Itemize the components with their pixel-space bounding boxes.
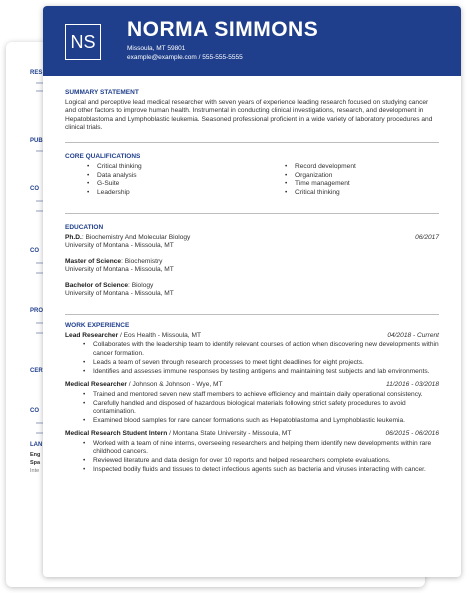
address: Missoula, MT 59801 <box>127 45 186 52</box>
school: University of Montana - Missoula, MT <box>65 242 174 250</box>
school: University of Montana - Missoula, MT <box>65 290 174 298</box>
divider <box>65 142 439 143</box>
job-bullet: • Carefully handled and disposed of hazardous biological materials following strict safety procedures to avoid contamination. <box>93 400 439 416</box>
candidate-name: NORMA SIMMONS <box>127 18 319 41</box>
school: University of Montana - Missoula, MT <box>65 266 174 274</box>
back-section-heading: CO <box>30 248 39 254</box>
qualification-item: • Leadership <box>97 189 241 198</box>
qualification-item: • Critical thinking <box>97 163 241 172</box>
divider <box>65 213 439 214</box>
job-bullet: • Inspected bodily fluids and tissues to detect infectious agents such as bacteria and viruses interacting with cancer. <box>93 466 439 474</box>
job-org: / Johnson & Johnson - Wye, MT <box>126 381 223 389</box>
qualifications-section <box>65 153 439 197</box>
job-bullet: • Collaborates with the leadership team to identify relevant courses of action when discovering new developments within cancer formation. <box>93 341 439 357</box>
back-section-heading: PUB <box>30 138 43 144</box>
qualification-item: • Critical thinking <box>295 189 439 198</box>
monogram-logo: NS <box>65 24 101 60</box>
divider <box>65 314 439 315</box>
job-entry <box>65 381 439 425</box>
education-item <box>65 282 439 299</box>
job-org: / Eos Health - Missoula, MT <box>118 332 201 339</box>
back-language: Inte <box>30 468 40 474</box>
job-bullet: • Reviewed literature and data design for over 10 reports and helped researchers complete evaluations. <box>93 457 439 465</box>
back-section-heading: LAN <box>30 442 43 448</box>
education-item <box>65 234 439 251</box>
qualifications-title: CORE QUALIFICATIONS <box>65 153 141 160</box>
job-bullet: • Leads a team of seven through research processes to meet tight deadlines for eight projects. <box>93 359 439 367</box>
summary-section <box>65 89 439 133</box>
back-language: Spa <box>30 460 41 466</box>
resume-page <box>43 6 461 577</box>
job-bullet: • Examined blood samples for rare cancer formations such as Hepatoblastoma and Lymphoblastic leukemia. <box>93 417 439 425</box>
job-bullet: • Identifies and assesses immune responses by testing antigens and maintaining test subjects and lab environments. <box>93 368 439 376</box>
contact-info: example@example.com / 555-555-5555 <box>127 54 243 61</box>
job-org: / Montana State University - Missoula, MT <box>167 430 292 438</box>
summary-text: Logical and perceptive lead medical researcher with seven years of experience leading research focused on studying cancer and other factors to improve human health. Instrumental in conducting clinical investigations, research, and development in Hepatoblastoma and Lymphoblastic leukemia. Seasoned professional proficient in a wide variety of laboratory procedures and clinical trials. <box>65 99 433 132</box>
back-section-heading: RES <box>30 70 43 76</box>
field: : Biology <box>128 281 154 289</box>
job-entry <box>65 430 439 474</box>
job-dates: 06/2015 - 06/2016 <box>385 430 439 438</box>
summary-title: SUMMARY STATEMENT <box>65 89 139 96</box>
back-section-heading: PRO <box>30 308 44 314</box>
qualification-item: • Organization <box>295 172 439 181</box>
qualifications-right-list <box>241 163 439 197</box>
qualification-item: • Record development <box>295 163 439 172</box>
job-role: Medical Research Student Intern <box>65 430 168 438</box>
education-date: 06/2017 <box>415 234 439 241</box>
education-section <box>65 224 439 305</box>
job-dates: 11/2016 - 03/2018 <box>385 381 439 389</box>
education-item <box>65 258 439 275</box>
job-bullet: • Worked with a team of nine interns, overseeing researchers and helping them identify new developments within rare childhood cancers. <box>93 440 439 456</box>
job-role: Lead Researcher <box>65 332 119 339</box>
education-title: EDUCATION <box>65 224 104 231</box>
field: : Biochemistry And Molecular Biology <box>81 234 191 241</box>
job-bullet: • Trained and mentored seven new staff members to achieve efficiency and maintain daily operational consistency. <box>93 391 439 399</box>
field: : Biochemistry <box>121 257 163 265</box>
back-language: Eng <box>30 452 41 458</box>
job-entry <box>65 332 439 376</box>
qualification-item: • Time management <box>295 180 439 189</box>
degree: Bachelor of Science <box>65 281 129 289</box>
back-section-heading: CO <box>30 186 39 192</box>
degree: Ph.D. <box>65 234 82 241</box>
back-section-heading: CER <box>30 368 43 374</box>
job-role: Medical Researcher <box>65 381 127 389</box>
experience-section <box>65 322 439 480</box>
experience-title: WORK EXPERIENCE <box>65 322 130 329</box>
qualification-item: • Data analysis <box>97 172 241 181</box>
qualification-item: • G-Suite <box>97 180 241 189</box>
back-section-heading: CO <box>30 408 39 414</box>
job-dates: 04/2018 - Current <box>387 332 439 339</box>
degree: Master of Science <box>65 257 122 265</box>
qualifications-left-list <box>65 163 241 197</box>
resume-header <box>43 6 461 76</box>
